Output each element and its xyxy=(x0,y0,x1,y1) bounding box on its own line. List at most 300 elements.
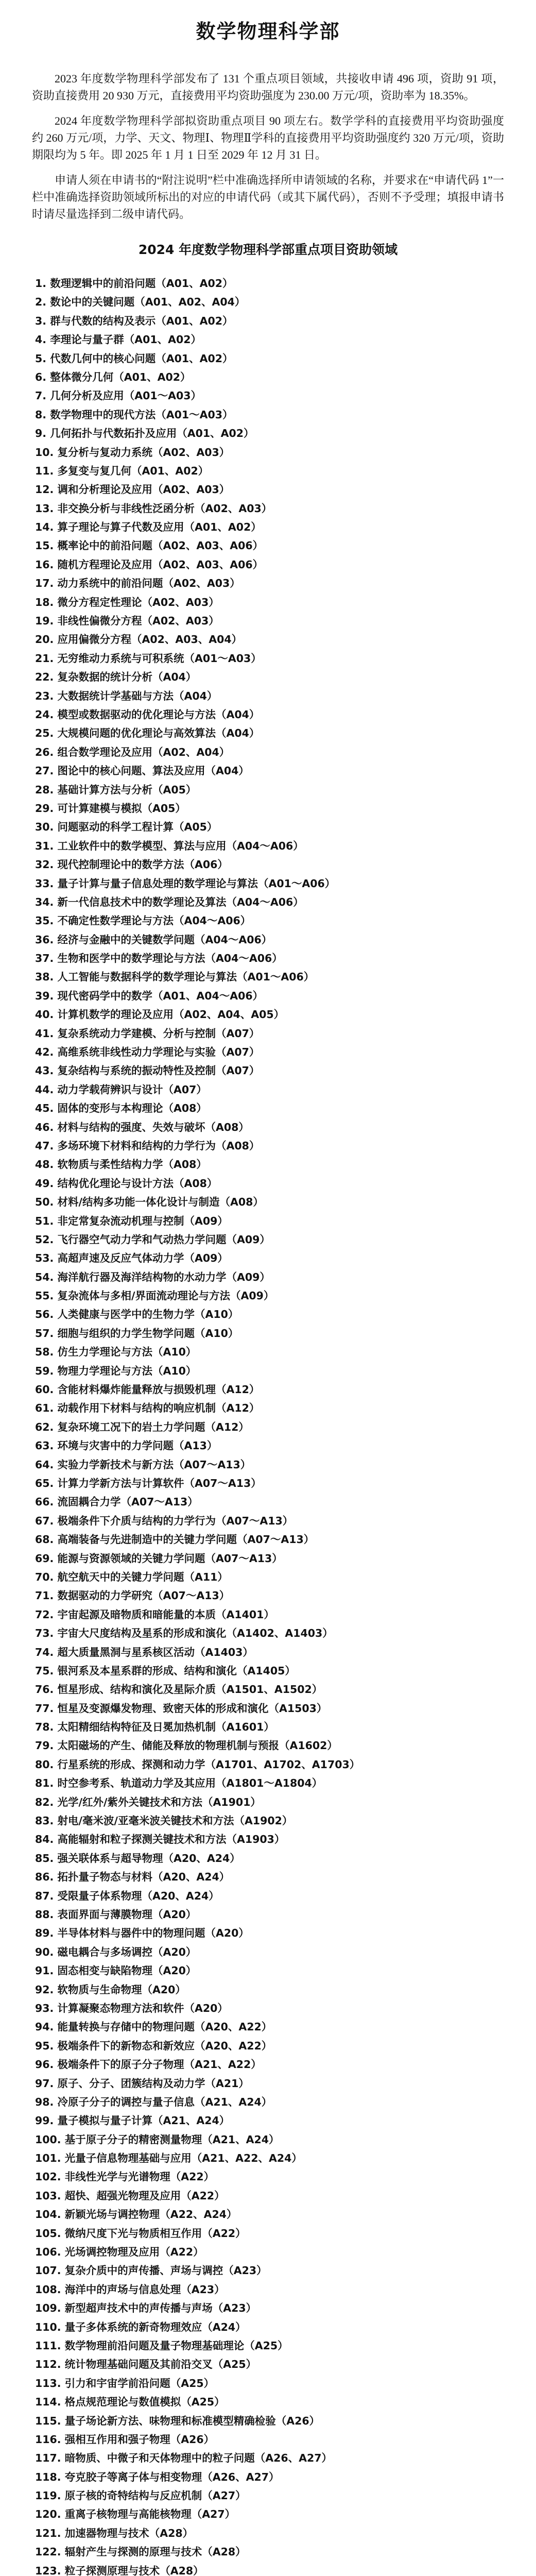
list-item xyxy=(35,630,504,649)
list-item-label: 多场环境下材料和结构的力学行为（A08） xyxy=(57,1139,260,1152)
list-item-number: 103. xyxy=(35,2189,61,2202)
list-item-number: 49. xyxy=(35,1177,54,1190)
list-item xyxy=(35,1474,504,1493)
list-item xyxy=(35,799,504,818)
list-item-number: 83. xyxy=(35,1815,54,1827)
list-item-number: 95. xyxy=(35,2039,54,2052)
list-item-number: 58. xyxy=(35,1346,54,1359)
list-item xyxy=(35,1080,504,1099)
list-item-number: 17. xyxy=(35,577,54,590)
list-item xyxy=(35,705,504,724)
list-item-label: 基于原子分子的精密测量物理（A21、A24） xyxy=(64,2133,280,2146)
list-item-number: 31. xyxy=(35,839,54,852)
list-item-number: 34. xyxy=(35,895,54,908)
list-item-label: 光学/红外/紫外关键技术和方法（A1901） xyxy=(57,1795,261,1808)
list-item-label: 几何分析及应用（A01～A03） xyxy=(50,389,201,402)
list-item xyxy=(35,949,504,968)
list-item xyxy=(35,612,504,630)
list-item-number: 45. xyxy=(35,1102,54,1115)
list-item-label: 复杂流体与多相/界面流动理论与方法（A09） xyxy=(57,1290,274,1302)
list-item-label: 量子模拟与量子计算（A21、A24） xyxy=(57,2114,230,2127)
list-item-label: 非交换分析与非线性泛函分析（A02、A03） xyxy=(57,502,272,515)
list-item-number: 62. xyxy=(35,1420,54,1433)
list-item-number: 73. xyxy=(35,1627,54,1640)
page-title: 数学物理科学部 xyxy=(196,20,340,43)
list-item-label: 代数几何中的核心问题（A01、A02） xyxy=(50,352,233,365)
list-item xyxy=(35,312,504,330)
list-item-number: 120. xyxy=(35,2508,61,2521)
list-item xyxy=(35,818,504,836)
list-item-label: 复杂系统动力学建模、分析与控制（A07） xyxy=(57,1027,260,1040)
list-item xyxy=(35,2543,504,2561)
list-item xyxy=(35,743,504,761)
list-item xyxy=(35,330,504,349)
list-item-number: 87. xyxy=(35,1889,54,1902)
list-item xyxy=(35,893,504,911)
list-item-number: 37. xyxy=(35,952,54,965)
list-item xyxy=(35,499,504,518)
list-item-label: 含能材料爆炸能量释放与损毁机理（A12） xyxy=(57,1383,260,1396)
list-item-label: 数学物理前沿问题及量子物理基础理论（A25） xyxy=(64,2339,288,2352)
list-item-number: 71. xyxy=(35,1589,54,1602)
list-item-label: 重离子核物理与高能核物理（A27） xyxy=(64,2508,236,2521)
list-item-label: 应用偏微分方程（A02、A03、A04） xyxy=(57,633,243,646)
list-item-number: 26. xyxy=(35,745,54,758)
list-item-number: 10. xyxy=(35,446,54,459)
list-item-number: 77. xyxy=(35,1702,54,1715)
list-item-number: 101. xyxy=(35,2152,61,2165)
list-item-label: 数理逻辑中的前沿问题（A01、A02） xyxy=(50,277,233,290)
list-item xyxy=(35,1905,504,1924)
list-item xyxy=(35,480,504,499)
list-item-label: 组合数学理论及应用（A02、A04） xyxy=(57,745,230,758)
list-item xyxy=(35,1380,504,1399)
list-item xyxy=(35,687,504,705)
list-item-number: 14. xyxy=(35,521,54,534)
list-item-label: 极端条件下的新物态和新效应（A20、A22） xyxy=(57,2039,272,2052)
list-item-label: 暗物质、中微子和天体物理中的粒子问题（A26、A27） xyxy=(64,2452,333,2465)
list-item-label: 极端条件下的原子分子物理（A21、A22） xyxy=(57,2058,262,2071)
list-item-label: 仿生力学理论与方法（A10） xyxy=(57,1346,197,1359)
list-item-label: 宇宙起源及暗物质和暗能量的本质（A1401） xyxy=(57,1608,274,1621)
list-item-label: 计算力学新方法与计算软件（A07～A13） xyxy=(57,1477,262,1489)
list-item-label: 无穷维动力系统与可积系统（A01～A03） xyxy=(57,652,262,665)
list-item xyxy=(35,1849,504,1868)
list-item xyxy=(35,2412,504,2430)
list-item-number: 19. xyxy=(35,615,54,628)
list-item-number: 96. xyxy=(35,2058,54,2071)
list-item-number: 91. xyxy=(35,1964,54,1977)
list-item xyxy=(35,2524,504,2543)
list-item-label: 加速器物理与技术（A28） xyxy=(64,2527,194,2539)
list-item-number: 89. xyxy=(35,1927,54,1940)
list-item xyxy=(35,2224,504,2243)
list-item-label: 动载作用下材料与结构的响应机制（A12） xyxy=(57,1402,260,1415)
list-item xyxy=(35,874,504,893)
list-item-label: 格点规范理论与数值模拟（A25） xyxy=(64,2396,225,2409)
list-item-label: 多复变与复几何（A01、A02） xyxy=(57,464,209,477)
list-item xyxy=(35,2074,504,2093)
list-item xyxy=(35,1924,504,1942)
list-item-number: 6. xyxy=(35,370,47,383)
list-item xyxy=(35,1455,504,1474)
list-item xyxy=(35,930,504,949)
list-item-number: 68. xyxy=(35,1533,54,1546)
list-item xyxy=(35,1568,504,1586)
list-item-label: 可计算建模与模拟（A05） xyxy=(57,802,186,815)
list-item-label: 流固耦合力学（A07～A13） xyxy=(57,1496,198,1509)
list-item xyxy=(35,2093,504,2111)
list-item-number: 51. xyxy=(35,1214,54,1227)
list-item xyxy=(35,2243,504,2261)
list-item xyxy=(35,2149,504,2167)
list-item-label: 能量转换与存储中的物理问题（A20、A22） xyxy=(57,2021,272,2033)
list-item-label: 宇宙大尺度结构及星系的形成和演化（A1402、A1403） xyxy=(57,1627,333,1640)
intro-paragraph: 2023 年度数学物理科学部发布了 131 个重点项目领域，共接收申请 496 项，资助 91 项，资助直接费用 20 930 万元，直接费用平均资助强度为 230.00 万元/项，资助率为 18.35%。 xyxy=(32,72,504,102)
list-item-number: 39. xyxy=(35,989,54,1002)
list-item-label: 高超声速及反应气体动力学（A09） xyxy=(57,1252,228,1265)
list-item-label: 复分析与复动力系统（A02、A03） xyxy=(57,446,230,459)
list-item-number: 90. xyxy=(35,1945,54,1958)
list-item xyxy=(35,1736,504,1755)
list-item-number: 98. xyxy=(35,2095,54,2108)
intro-paragraph: 申请人须在申请书的“附注说明”栏中准确选择所申请领域的名称，并要求在“申请代码 1”一栏中准确选择资助领域所标出的对应的申请代码（或其下属代码），否则不予受理；填报申请书时请尽量选择到二级申请代码。 xyxy=(32,174,504,221)
list-item-number: 109. xyxy=(35,2302,61,2315)
list-item-label: 材料/结构多功能一体化设计与制造（A08） xyxy=(57,1196,264,1209)
list-item xyxy=(35,1118,504,1137)
list-item-label: 复杂介质中的声传播、声场与调控（A23） xyxy=(64,2264,267,2277)
list-item-number: 116. xyxy=(35,2433,61,2446)
list-item xyxy=(35,2318,504,2336)
list-item xyxy=(35,1343,504,1361)
list-item-number: 111. xyxy=(35,2339,61,2352)
list-item-label: 固态相变与缺陷物理（A20） xyxy=(57,1964,197,1977)
list-item xyxy=(35,1024,504,1043)
list-item xyxy=(35,1887,504,1905)
list-item-number: 15. xyxy=(35,539,54,552)
list-item-number: 119. xyxy=(35,2489,61,2502)
list-item xyxy=(35,1305,504,1324)
list-item-label: 恒星形成、结构和演化及星际介质（A1501、A1502） xyxy=(57,1683,323,1696)
list-item-label: 强相互作用和强子物理（A26） xyxy=(64,2433,215,2446)
list-item-label: 非线性偏微分方程（A02、A03） xyxy=(57,615,219,628)
list-item-number: 110. xyxy=(35,2320,61,2333)
list-item xyxy=(35,1793,504,1811)
list-item xyxy=(35,293,504,311)
list-item xyxy=(35,1718,504,1736)
list-item-number: 16. xyxy=(35,558,54,571)
list-item xyxy=(35,2393,504,2411)
list-item-label: 受限量子体系物理（A20、A24） xyxy=(57,1889,219,1902)
list-item-label: 高能辐射和粒子探测关键技术和方法（A1903） xyxy=(57,1833,285,1846)
list-item xyxy=(35,781,504,799)
list-item-number: 65. xyxy=(35,1477,54,1489)
list-item-number: 66. xyxy=(35,1496,54,1509)
list-item xyxy=(35,1249,504,1267)
list-item-number: 115. xyxy=(35,2414,61,2427)
field-list xyxy=(32,274,504,2576)
list-item-label: 数据驱动的力学研究（A07～A13） xyxy=(57,1589,230,1602)
list-item-label: 粒子探测原理与技术（A28） xyxy=(64,2564,204,2576)
list-item-label: 基础计算方法与分析（A05） xyxy=(57,783,197,796)
list-item-label: 行星系统的形成、探测和动力学（A1701、A1702、A1703） xyxy=(57,1758,360,1771)
list-item xyxy=(35,1099,504,1117)
list-item-label: 固体的变形与本构理论（A08） xyxy=(57,1102,207,1115)
list-item-label: 超快、超强光物理及应用（A22） xyxy=(64,2189,225,2202)
list-item-number: 93. xyxy=(35,2002,54,2014)
list-item-number: 100. xyxy=(35,2133,61,2146)
list-item xyxy=(35,1230,504,1249)
list-item-number: 32. xyxy=(35,858,54,871)
list-item xyxy=(35,1605,504,1624)
list-item xyxy=(35,1811,504,1830)
list-item-number: 107. xyxy=(35,2264,61,2277)
list-item-number: 102. xyxy=(35,2171,61,2183)
list-item xyxy=(35,2449,504,2467)
list-item-number: 50. xyxy=(35,1196,54,1209)
list-item-number: 104. xyxy=(35,2208,61,2221)
list-item xyxy=(35,349,504,368)
list-item xyxy=(35,1643,504,1662)
list-item xyxy=(35,1624,504,1642)
list-item-number: 56. xyxy=(35,1308,54,1321)
list-item-label: 时空参考系、轨道动力学及其应用（A1801～A1804） xyxy=(57,1777,323,1790)
list-item-label: 量子多体系统的新奇物理效应（A24） xyxy=(64,2320,246,2333)
list-item xyxy=(35,1043,504,1061)
list-item-label: 新一代信息技术中的数学理论及算法（A04～A06） xyxy=(57,895,304,908)
list-item-label: 太阳精细结构特征及日冕加热机制（A1601） xyxy=(57,1721,274,1734)
list-item-label: 几何拓扑与代数拓扑及应用（A01、A02） xyxy=(50,427,254,440)
list-item-label: 实验力学新技术与新方法（A07～A13） xyxy=(57,1458,251,1471)
list-item-label: 原子、分子、团簇结构及动力学（A21） xyxy=(57,2077,249,2090)
list-item xyxy=(35,368,504,386)
list-item-label: 航空航天中的关键力学问题（A11） xyxy=(57,1570,228,1583)
list-item xyxy=(35,668,504,686)
list-item-number: 20. xyxy=(35,633,54,646)
list-item-number: 118. xyxy=(35,2470,61,2483)
list-item xyxy=(35,2167,504,2186)
list-item-number: 27. xyxy=(35,765,54,777)
list-item-number: 46. xyxy=(35,1121,54,1133)
list-item-number: 61. xyxy=(35,1402,54,1415)
list-item xyxy=(35,1980,504,1999)
list-item xyxy=(35,1174,504,1193)
list-item xyxy=(35,2280,504,2299)
list-item-number: 81. xyxy=(35,1777,54,1790)
list-item-label: 材料与结构的强度、失效与破坏（A08） xyxy=(57,1121,249,1133)
list-item xyxy=(35,1193,504,1211)
list-item-number: 108. xyxy=(35,2283,61,2296)
list-item-number: 44. xyxy=(35,1083,54,1096)
list-item xyxy=(35,536,504,555)
list-item xyxy=(35,1586,504,1605)
list-item xyxy=(35,405,504,424)
list-item-label: 新颖光场与调控物理（A22、A24） xyxy=(64,2208,237,2221)
list-item-label: 概率论中的前沿问题（A02、A03、A06） xyxy=(57,539,264,552)
list-item-number: 117. xyxy=(35,2452,61,2465)
list-item-label: 微分方程定性理论（A02、A03） xyxy=(57,596,219,608)
list-item-label: 图论中的核心问题、算法及应用（A04） xyxy=(57,765,249,777)
list-item xyxy=(35,1362,504,1380)
list-item xyxy=(35,2130,504,2149)
list-item-label: 海洋航行器及海洋结构物的水动力学（A09） xyxy=(57,1270,270,1283)
list-item-number: 106. xyxy=(35,2246,61,2259)
list-item-label: 极端条件下介质与结构的力学行为（A07～A13） xyxy=(57,1514,293,1527)
list-item xyxy=(35,1418,504,1436)
list-item xyxy=(35,855,504,874)
list-item xyxy=(35,2205,504,2224)
list-item-number: 74. xyxy=(35,1646,54,1658)
list-item-label: 环境与灾害中的力学问题（A13） xyxy=(57,1439,218,1452)
list-item-number: 30. xyxy=(35,821,54,834)
list-item-label: 大规模问题的优化理论与高效算法（A04） xyxy=(57,727,260,740)
list-item xyxy=(35,1493,504,1511)
list-item-number: 122. xyxy=(35,2546,61,2558)
list-item xyxy=(35,1943,504,1961)
list-item xyxy=(35,968,504,986)
list-item-number: 47. xyxy=(35,1139,54,1152)
list-item-number: 114. xyxy=(35,2396,61,2409)
list-item-label: 大数据统计学基础与方法（A04） xyxy=(57,689,218,702)
list-item-number: 48. xyxy=(35,1158,54,1171)
list-item-number: 72. xyxy=(35,1608,54,1621)
list-item-number: 28. xyxy=(35,783,54,796)
list-item-number: 64. xyxy=(35,1458,54,1471)
list-item-label: 新型超声技术中的声传播与声场（A23） xyxy=(64,2302,257,2315)
list-item-label: 物理力学理论与方法（A10） xyxy=(57,1364,197,1377)
list-item-number: 82. xyxy=(35,1795,54,1808)
list-item xyxy=(35,1061,504,1080)
list-item-number: 29. xyxy=(35,802,54,815)
list-item-label: 太阳磁场的产生、储能及释放的物理机制与预报（A1602） xyxy=(57,1739,338,1752)
list-item-label: 海洋中的声场与信息处理（A23） xyxy=(64,2283,225,2296)
list-item-label: 统计物理基础问题及其前沿交叉（A25） xyxy=(64,2358,257,2371)
intro-section xyxy=(32,70,504,223)
list-item-number: 57. xyxy=(35,1327,54,1340)
list-item xyxy=(35,2336,504,2355)
list-item-label: 拓扑量子物态与材料（A20、A24） xyxy=(57,1871,230,1884)
list-item-number: 38. xyxy=(35,971,54,984)
list-item-number: 42. xyxy=(35,1046,54,1059)
list-item-label: 软物质与柔性结构力学（A08） xyxy=(57,1158,207,1171)
list-item xyxy=(35,2562,504,2576)
list-item-number: 22. xyxy=(35,671,54,684)
list-item-label: 复杂结构与系统的振动特性及控制（A07） xyxy=(57,1064,260,1077)
list-item xyxy=(35,2111,504,2130)
list-item-number: 13. xyxy=(35,502,54,515)
list-item-number: 67. xyxy=(35,1514,54,1527)
list-item-number: 43. xyxy=(35,1064,54,1077)
list-item xyxy=(35,2187,504,2205)
list-item xyxy=(35,1530,504,1549)
list-item xyxy=(35,518,504,536)
list-item-number: 54. xyxy=(35,1270,54,1283)
list-item xyxy=(35,1774,504,1792)
list-item-label: 调和分析理论及应用（A02、A03） xyxy=(57,483,230,496)
list-item-number: 24. xyxy=(35,708,54,721)
list-item-label: 现代密码学中的数学（A01、A04～A06） xyxy=(57,989,264,1002)
list-item xyxy=(35,837,504,855)
list-item xyxy=(35,1961,504,1980)
list-item xyxy=(35,1268,504,1286)
list-item-number: 88. xyxy=(35,1908,54,1921)
list-item-label: 非定常复杂流动机理与控制（A09） xyxy=(57,1214,228,1227)
list-item-number: 21. xyxy=(35,652,54,665)
list-item-label: 辐射产生与探测的原理与技术（A28） xyxy=(64,2546,246,2558)
list-item-number: 75. xyxy=(35,1664,54,1677)
list-item-number: 36. xyxy=(35,933,54,946)
list-item-number: 18. xyxy=(35,596,54,608)
list-item-label: 超大质量黑洞与星系核区活动（A1403） xyxy=(57,1646,253,1658)
list-item xyxy=(35,1755,504,1774)
list-item-label: 计算机数学的理论及应用（A02、A04、A05） xyxy=(57,1008,285,1021)
list-item-number: 112. xyxy=(35,2358,61,2371)
list-item-number: 55. xyxy=(35,1290,54,1302)
list-item-label: 工业软件中的数学模型、算法与应用（A04～A06） xyxy=(57,839,304,852)
list-item-number: 53. xyxy=(35,1252,54,1265)
list-item-label: 磁电耦合与多场调控（A20） xyxy=(57,1945,197,1958)
list-item-label: 不确定性数学理论与方法（A04～A06） xyxy=(57,914,251,927)
list-item xyxy=(35,1549,504,1568)
list-item xyxy=(35,1436,504,1455)
list-item-number: 121. xyxy=(35,2527,61,2539)
list-item-label: 光量子信息物理基础与应用（A21、A22、A24） xyxy=(64,2152,302,2165)
list-item xyxy=(35,2018,504,2036)
list-item xyxy=(35,987,504,1005)
list-item-label: 数学物理中的现代方法（A01～A03） xyxy=(50,408,233,421)
list-item xyxy=(35,2486,504,2505)
list-item-label: 能源与资源领域的关键力学问题（A07～A13） xyxy=(57,1552,283,1565)
list-item-number: 105. xyxy=(35,2227,61,2240)
list-item-label: 现代控制理论中的数学方法（A06） xyxy=(57,858,228,871)
list-item-label: 动力学载荷辨识与设计（A07） xyxy=(57,1083,207,1096)
list-item xyxy=(35,1662,504,1680)
list-item xyxy=(35,761,504,780)
list-item-number: 9. xyxy=(35,427,47,440)
list-item-label: 整体微分几何（A01、A02） xyxy=(50,370,191,383)
list-item-label: 光场调控物理及应用（A22） xyxy=(64,2246,204,2259)
list-item-number: 25. xyxy=(35,727,54,740)
list-item-label: 细胞与组织的力学生物学问题（A10） xyxy=(57,1327,239,1340)
list-item xyxy=(35,1155,504,1174)
list-item-number: 52. xyxy=(35,1233,54,1246)
list-item xyxy=(35,2055,504,2074)
list-item-number: 76. xyxy=(35,1683,54,1696)
list-item-number: 63. xyxy=(35,1439,54,1452)
list-item xyxy=(35,2430,504,2449)
list-item-label: 冷原子分子的调控与量子信息（A21、A24） xyxy=(57,2095,272,2108)
list-item-number: 23. xyxy=(35,689,54,702)
list-item xyxy=(35,386,504,405)
list-item xyxy=(35,1137,504,1155)
list-item xyxy=(35,443,504,462)
list-item-label: 经济与金融中的关键数学问题（A04～A06） xyxy=(57,933,272,946)
list-item xyxy=(35,274,504,293)
list-item-number: 41. xyxy=(35,1027,54,1040)
list-item-number: 92. xyxy=(35,1983,54,1996)
section-title: 2024 年度数学物理科学部重点项目资助领域 xyxy=(138,242,398,257)
list-item-number: 12. xyxy=(35,483,54,496)
list-item-label: 算子理论与算子代数及应用（A01、A02） xyxy=(57,521,262,534)
list-item xyxy=(35,2261,504,2280)
list-item-label: 半导体材料与器件中的物理问题（A20） xyxy=(57,1927,249,1940)
list-item-label: 射电/毫米波/亚毫米波关键技术和方法（A1902） xyxy=(57,1815,293,1827)
list-item-number: 97. xyxy=(35,2077,54,2090)
list-item-label: 结构优化理论与设计方法（A08） xyxy=(57,1177,218,1190)
list-item-number: 69. xyxy=(35,1552,54,1565)
list-item-number: 99. xyxy=(35,2114,54,2127)
list-item-number: 3. xyxy=(35,314,47,327)
